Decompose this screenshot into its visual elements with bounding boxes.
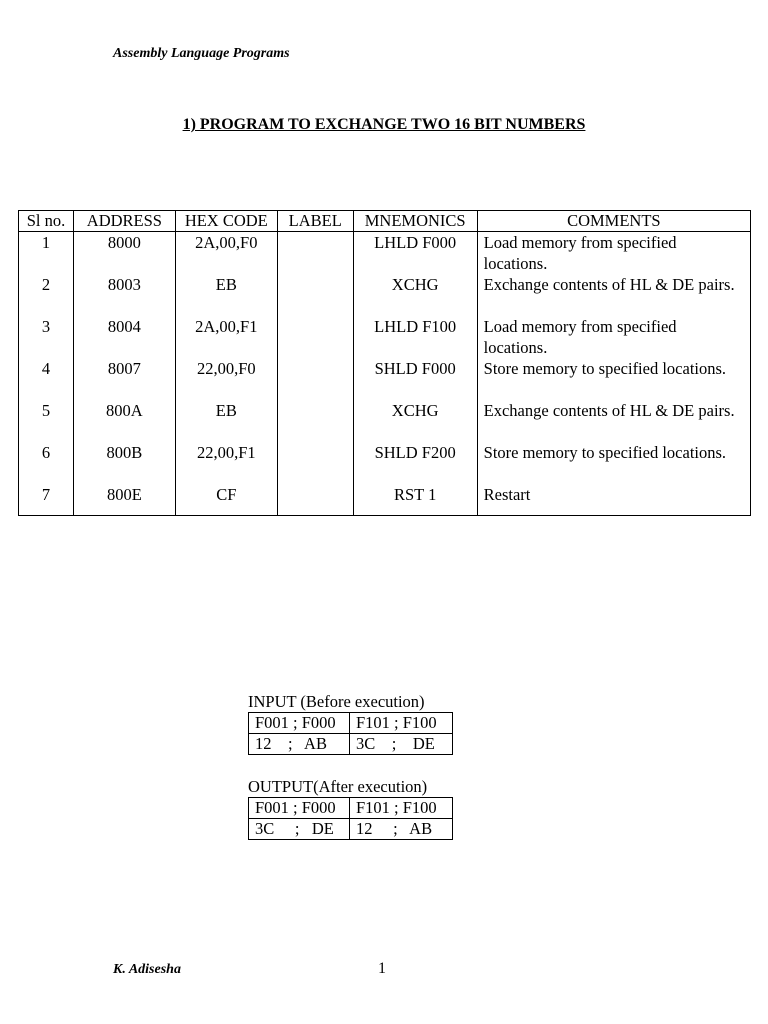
cell-address: 8003 bbox=[73, 274, 175, 316]
cell-comment: Load memory from specified locations. bbox=[477, 232, 750, 275]
output-header-cell: F101 ; F100 bbox=[350, 798, 453, 819]
page-number: 1 bbox=[378, 960, 386, 977]
column-header-mnemonics: MNEMONICS bbox=[353, 211, 477, 232]
input-value-cell: 12 ; AB bbox=[249, 734, 350, 755]
cell-label bbox=[277, 274, 353, 316]
column-header-comments: COMMENTS bbox=[477, 211, 750, 232]
cell-address: 8000 bbox=[73, 232, 175, 275]
cell-comment: Store memory to specified locations. bbox=[477, 358, 750, 400]
cell-label bbox=[277, 358, 353, 400]
input-table-value-row bbox=[249, 734, 453, 755]
cell-comment: Exchange contents of HL & DE pairs. bbox=[477, 400, 750, 442]
cell-address: 8004 bbox=[73, 316, 175, 358]
cell-address: 8007 bbox=[73, 358, 175, 400]
cell-comment: Restart bbox=[477, 484, 750, 516]
output-table bbox=[248, 797, 453, 840]
cell-hex-code: 2A,00,F0 bbox=[175, 232, 277, 275]
program-heading bbox=[0, 116, 768, 134]
cell-sl-no: 3 bbox=[19, 316, 74, 358]
column-header-sl-no: Sl no. bbox=[19, 211, 74, 232]
cell-label bbox=[277, 484, 353, 516]
input-table-header-row bbox=[249, 713, 453, 734]
table-row bbox=[19, 358, 751, 400]
cell-sl-no: 4 bbox=[19, 358, 74, 400]
table-row bbox=[19, 274, 751, 316]
column-header-label: LABEL bbox=[277, 211, 353, 232]
output-caption: OUTPUT(After execution) bbox=[248, 777, 428, 796]
input-block bbox=[248, 692, 453, 755]
cell-hex-code: EB bbox=[175, 274, 277, 316]
cell-mnemonic: SHLD F000 bbox=[353, 358, 477, 400]
program-table bbox=[18, 210, 751, 516]
output-block bbox=[248, 777, 453, 840]
cell-label bbox=[277, 232, 353, 275]
cell-hex-code: CF bbox=[175, 484, 277, 516]
column-header-address: ADDRESS bbox=[73, 211, 175, 232]
output-value-cell: 12 ; AB bbox=[350, 819, 453, 840]
cell-sl-no: 2 bbox=[19, 274, 74, 316]
input-header-cell: F001 ; F000 bbox=[249, 713, 350, 734]
table-row bbox=[19, 400, 751, 442]
cell-mnemonic: LHLD F100 bbox=[353, 316, 477, 358]
table-row bbox=[19, 484, 751, 516]
program-table-header-row bbox=[19, 211, 751, 232]
input-table bbox=[248, 712, 453, 755]
cell-address: 800B bbox=[73, 442, 175, 484]
output-table-value-row bbox=[249, 819, 453, 840]
cell-label bbox=[277, 316, 353, 358]
cell-sl-no: 1 bbox=[19, 232, 74, 275]
cell-sl-no: 5 bbox=[19, 400, 74, 442]
table-row bbox=[19, 316, 751, 358]
output-table-header-row bbox=[249, 798, 453, 819]
output-header-cell: F001 ; F000 bbox=[249, 798, 350, 819]
cell-sl-no: 7 bbox=[19, 484, 74, 516]
input-header-cell: F101 ; F100 bbox=[350, 713, 453, 734]
input-value-cell: 3C ; DE bbox=[350, 734, 453, 755]
cell-address: 800A bbox=[73, 400, 175, 442]
cell-comment: Load memory from specified locations. bbox=[477, 316, 750, 358]
table-row bbox=[19, 232, 751, 275]
cell-mnemonic: LHLD F000 bbox=[353, 232, 477, 275]
column-header-hex-code: HEX CODE bbox=[175, 211, 277, 232]
cell-address: 800E bbox=[73, 484, 175, 516]
cell-mnemonic: RST 1 bbox=[353, 484, 477, 516]
input-caption: INPUT (Before execution) bbox=[248, 692, 425, 711]
cell-comment: Exchange contents of HL & DE pairs. bbox=[477, 274, 750, 316]
cell-comment: Store memory to specified locations. bbox=[477, 442, 750, 484]
document-header-title: Assembly Language Programs bbox=[113, 46, 290, 61]
cell-label bbox=[277, 400, 353, 442]
cell-hex-code: 2A,00,F1 bbox=[175, 316, 277, 358]
cell-label bbox=[277, 442, 353, 484]
cell-mnemonic: SHLD F200 bbox=[353, 442, 477, 484]
table-row bbox=[19, 442, 751, 484]
cell-hex-code: 22,00,F1 bbox=[175, 442, 277, 484]
cell-hex-code: EB bbox=[175, 400, 277, 442]
cell-hex-code: 22,00,F0 bbox=[175, 358, 277, 400]
cell-mnemonic: XCHG bbox=[353, 400, 477, 442]
cell-sl-no: 6 bbox=[19, 442, 74, 484]
footer-author: K. Adisesha bbox=[113, 962, 181, 977]
cell-mnemonic: XCHG bbox=[353, 274, 477, 316]
program-heading-text: 1) PROGRAM TO EXCHANGE TWO 16 BIT NUMBERS bbox=[182, 116, 586, 133]
output-value-cell: 3C ; DE bbox=[249, 819, 350, 840]
